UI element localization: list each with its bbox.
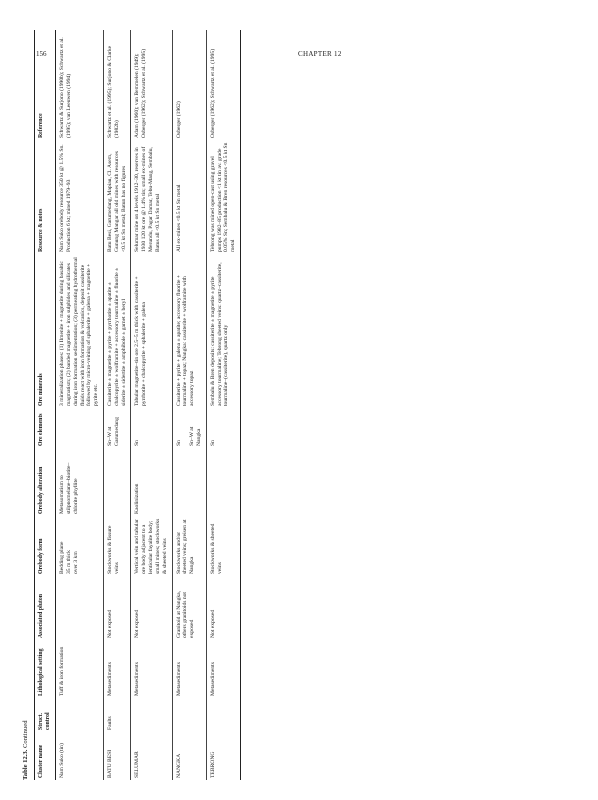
cell-cluster-name: BATU BESI: [104, 732, 131, 780]
col-header-orebody-form: Orebody form: [35, 516, 56, 576]
table-row: [104, 30, 131, 780]
cell-orebody-alteration: [172, 448, 206, 516]
cell-ore-elements: Sn–W at Garumedang: [104, 408, 131, 448]
page-number: 156: [36, 50, 47, 58]
col-header-associated-pluton: Associated pluton: [35, 576, 56, 640]
col-header-reference: Reference: [35, 30, 56, 140]
cell-resource-notes: All ex-mines <0.5 kt Sn metal: [172, 140, 206, 254]
cell-reference: Adam (1960); van Bemmelen (1949); Osberger (1962); Schwartz et al. (1995): [131, 30, 172, 140]
table-caption-label: Table 12.3.: [22, 749, 29, 780]
cell-orebody-form: Stockworks & fissure veins: [104, 516, 131, 576]
cell-orebody-alteration: [104, 448, 131, 516]
cell-associated-pluton: Not exposed: [131, 576, 172, 640]
cell-resource-notes: Selumar mine on 4 levels 1912–30, reserves in 1930 120 kt ore @ 1.4% tin; small ex-mines of Merundu, Pagar Damar, Tebu-Mang, Sembalu, Batus all <0.5 kt Sn metal: [131, 140, 172, 254]
cell-lithological-setting: Metasediments: [104, 640, 131, 698]
table-caption-rest: Continued: [22, 720, 29, 748]
ore-deposit-table: [34, 30, 241, 780]
cell-cluster-name: NANGKA: [172, 732, 206, 780]
cell-associated-pluton: Granitoid at Nangka, others granitoids not exposed: [172, 576, 206, 640]
cell-struct-control: [56, 698, 104, 732]
col-header-ore-minerals: Ore minerals: [35, 254, 56, 408]
cell-struct-control: [206, 698, 240, 732]
cell-ore-minerals: Sembalu & Bren deposits: cassiterite ± magnetite ± pyrite accessory tourmaline; Tebrong sheeted veins: quartz–cassiterite, tourmaline–(cassiterite), quartz only: [206, 254, 240, 408]
table-row: [206, 30, 240, 780]
col-header-ore-elements: Ore elements: [35, 408, 56, 448]
cell-reference: Schwartz et al. (1995); Surjono & Clarke (1982b): [104, 30, 131, 140]
cell-lithological-setting: Metasediments: [131, 640, 172, 698]
chapter-heading: CHAPTER 12: [298, 50, 342, 58]
cell-struct-control: Faults: [104, 698, 131, 732]
cell-orebody-form: Stockworks & sheeted veins: [206, 516, 240, 576]
table-caption: [22, 70, 31, 780]
cell-associated-pluton: Not exposed: [104, 576, 131, 640]
cell-ore-elements: [56, 408, 104, 448]
table-header-row: [35, 30, 56, 780]
cell-reference: Osberger (1962): [172, 30, 206, 140]
cell-orebody-form: Bedding plane 35 m thick over 3 km: [56, 516, 104, 576]
table-row: [172, 30, 206, 780]
cell-orebody-alteration: [206, 448, 240, 516]
cell-struct-control: [172, 698, 206, 732]
cell-reference: Osberger (1962); Schwartz et al. (1995): [206, 30, 240, 140]
cell-struct-control: [131, 698, 172, 732]
cell-ore-elements: Sn Sn–W at Nangka: [172, 408, 206, 448]
table-row: [56, 30, 104, 780]
cell-cluster-name: SELUMAR: [131, 732, 172, 780]
cell-resource-notes: Batu Besi, Garumedang, Mapiau, Cl. Asem, Gunung Mangar all old mines with resources <0.5 kt Sn metal; Batun has no figures: [104, 140, 131, 254]
col-header-resource-notes: Resource & notes: [35, 140, 56, 254]
col-header-struct-control: Struct. control: [35, 698, 56, 732]
cell-orebody-alteration: Kaolinization: [131, 448, 172, 516]
col-header-lithological-setting: Lithological setting: [35, 640, 56, 698]
cell-ore-minerals: Cassiterite ± magnetite ± pyrite + pyrrhotite ± apatite ± chalcopyrite ± wolframite + accessory tourmaline ± fluorite ± siderite ± sidertite ± amphibole ± garnet ± beryl: [104, 254, 131, 408]
cell-ore-elements: Sn: [131, 408, 172, 448]
cell-resource-notes: Tebrong was mined open-cast using gravel pumps 1982–85 production <1 kt tin av. grade 0.05% Sn; Sembalu & Bren resources <0.5 kt Sn metal: [206, 140, 240, 254]
cell-lithological-setting: Metasediments: [172, 640, 206, 698]
col-header-orebody-alteration: Orebody alteration: [35, 448, 56, 516]
cell-resource-notes: Nam Suko orebody resource 350 kt @ 1.5% Sn. Production 6 kt; mined 1979–93: [56, 140, 104, 254]
cell-lithological-setting: Metasediments: [206, 640, 240, 698]
cell-reference: Schwartz & Surjono (1990b); Schwartz et al. (1995); van Leeuwen (1994): [56, 30, 104, 140]
cell-cluster-name: Nam Suko (tin): [56, 732, 104, 780]
table-row: [131, 30, 172, 780]
cell-ore-minerals: Cassiterite + pyrite + galena ± apatite; accessory fluorite + tourmaline + topaz; Nangka: cassiterite + wolframite with accessory topaz: [172, 254, 206, 408]
cell-ore-elements: Sn: [206, 408, 240, 448]
cell-orebody-form: Vertical vein and tabular ore body adjacent to a lenticular fayalite body; small mines; stockworks & sheeted veins: [131, 516, 172, 576]
cell-cluster-name: TEBRONG: [206, 732, 240, 780]
cell-associated-pluton: Not exposed: [206, 576, 240, 640]
cell-orebody-alteration: Metasomatism to stilpnomelane–biotite–chlorite phyllite: [56, 448, 104, 516]
cell-orebody-form: Stockworks and/or sheeted veins; greisen at Nangka: [172, 516, 206, 576]
cell-ore-minerals: 3 mineralization phases: (1) Ilmenite + magnetite during basaltic magmatism; (2) banded magnetite + iron sulphides and silicates during iron formation sedimentation; (3) permeating hydrothermal fluids react with iron formation & volcanics, deposit cassiterite followed by micro-veining of sphalerite + galena + magnetite + pyrite etc.: [56, 254, 104, 408]
col-header-cluster-name: Cluster name: [35, 732, 56, 780]
cell-ore-minerals: Tabular magnetite–tin ore 2.5–5 m thick with cassiterite + pyrrhotite + chalcopyrite + sphalerite + galena: [131, 254, 172, 408]
cell-associated-pluton: [56, 576, 104, 640]
cell-lithological-setting: Tuff & iron formation: [56, 640, 104, 698]
